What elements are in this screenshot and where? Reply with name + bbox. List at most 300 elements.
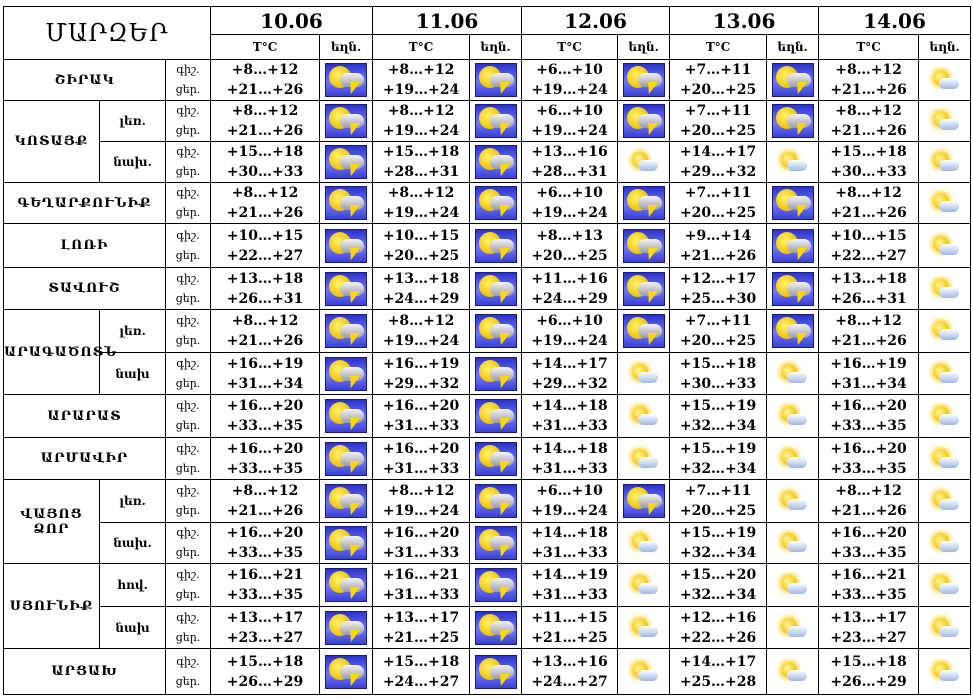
region-name: ԼՈՌԻ: [4, 224, 166, 268]
weather-cell: [767, 564, 819, 607]
weather-cell: [470, 480, 522, 523]
night-temp: +7…+11: [684, 185, 752, 201]
night-temp: +8…+12: [387, 313, 455, 329]
night-temp: +15…+18: [830, 653, 907, 670]
sun-cloud-lightning-icon: [475, 399, 517, 433]
temperature-cell: [373, 60, 470, 101]
day-temp: +19…+24: [382, 503, 460, 519]
night-label: գիշ.: [176, 399, 200, 412]
sub-region-name: նախ.: [100, 523, 166, 564]
temperature-cell: [373, 438, 470, 480]
table-row: [4, 268, 971, 310]
night-temp: +7…+11: [684, 103, 752, 119]
night-temp: +16…+21: [382, 567, 460, 583]
temperature-cell: [522, 564, 618, 607]
temperature-cell: [373, 183, 470, 224]
temperature-cell: [211, 60, 320, 101]
temperature-cell: [522, 395, 618, 438]
day-temp: +21…+26: [226, 503, 304, 519]
sun-cloud-lightning-icon: [475, 484, 517, 518]
temp-column-header: T°C: [211, 35, 320, 60]
night-temp: +16…+20: [830, 440, 907, 457]
night-label: գիշ.: [176, 441, 200, 455]
temperature-cell: [670, 142, 767, 183]
day-temp: +31…+33: [382, 587, 460, 603]
region-name: ԳԵՂԱՐՔՈՒՆԻՔ: [4, 183, 166, 224]
weather-cell: [618, 268, 670, 310]
night-temp: +8…+12: [387, 62, 455, 78]
weather-cell: [767, 310, 819, 353]
night-label: գիշ.: [176, 610, 200, 624]
sun-cloud-lightning-icon: [325, 484, 367, 518]
night-temp: +6…+10: [536, 185, 603, 201]
weather-cell: [320, 353, 373, 395]
weather-cell: [470, 101, 522, 142]
sun-cloud-lightning-icon: [623, 186, 665, 220]
temperature-cell: [819, 268, 919, 310]
table-row: [4, 183, 971, 224]
day-temp: +21…+26: [226, 333, 304, 349]
sun-cloud-icon: [629, 363, 659, 385]
night-temp: +8…+12: [231, 103, 299, 119]
table-row: [4, 101, 971, 142]
weather-cell: [470, 438, 522, 480]
temperature-cell: [373, 480, 470, 523]
table-row: [4, 353, 971, 395]
weather-cell: [767, 101, 819, 142]
sun-cloud-icon: [930, 617, 960, 639]
sun-cloud-lightning-icon: [325, 186, 367, 220]
weather-cell: [767, 649, 819, 695]
temperature-cell: [522, 353, 618, 395]
time-of-day: [166, 395, 211, 438]
sun-cloud-icon: [930, 405, 960, 427]
table-row: [4, 480, 971, 523]
weather-cell: [320, 142, 373, 183]
temperature-cell: [670, 183, 767, 224]
temperature-cell: [670, 353, 767, 395]
temperature-cell: [211, 480, 320, 523]
night-label: գիշ.: [176, 356, 200, 370]
day-temp: +31…+33: [531, 418, 608, 434]
sun-cloud-icon: [930, 110, 960, 132]
time-of-day: [166, 438, 211, 480]
weather-cell: [470, 142, 522, 183]
weather-cell: [919, 564, 971, 607]
temperature-cell: [819, 310, 919, 353]
temperature-cell: [522, 649, 618, 695]
table-row: [4, 60, 971, 101]
table-row: [4, 310, 971, 353]
sun-cloud-lightning-icon: [623, 484, 665, 518]
day-label: ցեր.: [175, 206, 201, 219]
night-temp: +16…+20: [382, 398, 460, 414]
day-temp: +23…+27: [226, 629, 304, 646]
day-temp: +20…+25: [679, 82, 757, 98]
temperature-cell: [211, 310, 320, 353]
sun-cloud-icon: [629, 405, 659, 427]
temperature-cell: [522, 224, 618, 268]
temp-column-header: T°C: [819, 35, 919, 60]
region-name: ԱՐԱԳԱԾՈՏՆ: [4, 310, 100, 395]
sun-cloud-icon: [778, 448, 808, 470]
sun-cloud-lightning-icon: [623, 229, 665, 263]
sun-cloud-lightning-icon: [772, 229, 814, 263]
temperature-cell: [670, 60, 767, 101]
temperature-cell: [522, 607, 618, 649]
sun-cloud-icon: [778, 574, 808, 596]
sun-cloud-icon: [930, 192, 960, 214]
day-temp: +20…+25: [679, 333, 757, 349]
sun-cloud-lightning-icon: [475, 655, 517, 689]
sun-cloud-lightning-icon: [475, 186, 517, 220]
weather-cell: [919, 649, 971, 695]
temperature-cell: [373, 523, 470, 564]
sun-cloud-lightning-icon: [475, 357, 517, 391]
night-temp: +16…+20: [226, 440, 304, 457]
day-temp: +32…+34: [679, 545, 757, 561]
temperature-cell: [211, 101, 320, 142]
weather-cell: [767, 60, 819, 101]
sun-cloud-lightning-icon: [325, 611, 367, 645]
sun-cloud-lightning-icon: [475, 442, 517, 476]
day-temp: +19…+24: [531, 503, 608, 519]
temperature-cell: [819, 480, 919, 523]
weather-cell: [618, 564, 670, 607]
day-temp: +19…+24: [531, 333, 608, 349]
temperature-cell: [373, 395, 470, 438]
sub-region-name: հով.: [100, 564, 166, 607]
table-row: [4, 224, 971, 268]
night-temp: +13…+16: [531, 144, 608, 160]
table-row: [4, 395, 971, 438]
region-name: ՇԻՐԱԿ: [4, 60, 166, 101]
night-label: գիշ.: [176, 63, 200, 76]
sun-cloud-lightning-icon: [325, 442, 367, 476]
day-temp: +24…+27: [531, 673, 608, 690]
temperature-cell: [211, 268, 320, 310]
night-temp: +7…+11: [684, 62, 752, 78]
day-temp: +29…+32: [531, 375, 608, 392]
weather-cell: [767, 523, 819, 564]
time-of-day: [166, 101, 211, 142]
night-temp: +15…+20: [679, 567, 757, 583]
weather-cell: [618, 607, 670, 649]
temperature-cell: [819, 607, 919, 649]
weather-cell: [767, 142, 819, 183]
date-header: 13.06: [670, 7, 819, 35]
sun-cloud-icon: [778, 405, 808, 427]
day-temp: +21…+26: [226, 123, 304, 139]
sun-cloud-icon: [930, 490, 960, 512]
sun-cloud-lightning-icon: [475, 63, 517, 97]
night-temp: +16…+19: [830, 355, 907, 372]
temperature-cell: [819, 564, 919, 607]
day-temp: +33…+35: [830, 418, 907, 434]
day-temp: +33…+35: [226, 460, 304, 477]
sun-cloud-icon: [778, 661, 808, 683]
weather-cell: [470, 60, 522, 101]
sun-cloud-lightning-icon: [475, 145, 517, 179]
day-temp: +21…+26: [830, 82, 907, 98]
night-temp: +15…+19: [679, 398, 757, 414]
weather-cell: [618, 395, 670, 438]
weather-cell: [470, 183, 522, 224]
day-temp: +31…+33: [531, 545, 608, 561]
day-label: ցեր.: [175, 588, 201, 601]
day-temp: +19…+24: [382, 82, 460, 98]
day-temp: +20…+25: [531, 247, 608, 264]
day-label: ցեր.: [175, 674, 201, 688]
weather-cell: [320, 310, 373, 353]
day-temp: +21…+26: [830, 123, 907, 139]
weather-column-header: եղն.: [470, 35, 522, 60]
day-temp: +31…+33: [382, 460, 460, 477]
weather-cell: [919, 480, 971, 523]
weather-cell: [618, 101, 670, 142]
temp-column-header: T°C: [373, 35, 470, 60]
night-temp: +16…+20: [830, 398, 907, 414]
day-temp: +33…+35: [226, 545, 304, 561]
temperature-cell: [670, 224, 767, 268]
temperature-cell: [211, 649, 320, 695]
weather-cell: [618, 353, 670, 395]
sub-region-name: նախ: [100, 607, 166, 649]
night-temp: +8…+12: [231, 185, 299, 201]
night-temp: +16…+21: [226, 567, 304, 583]
sun-cloud-lightning-icon: [475, 229, 517, 263]
time-of-day: [166, 649, 211, 695]
day-label: ցեր.: [175, 419, 201, 432]
weather-column-header: եղն.: [618, 35, 670, 60]
day-temp: +31…+34: [830, 375, 907, 392]
sub-region-name: լեռ.: [100, 480, 166, 523]
day-label: ցեր.: [175, 546, 201, 559]
sun-cloud-icon: [930, 320, 960, 342]
weather-cell: [320, 60, 373, 101]
weather-cell: [320, 395, 373, 438]
night-label: գիշ.: [176, 484, 200, 497]
weather-column-header: եղն.: [767, 35, 819, 60]
temperature-cell: [211, 523, 320, 564]
temperature-cell: [819, 523, 919, 564]
weather-cell: [919, 268, 971, 310]
day-temp: +20…+25: [382, 247, 460, 264]
temperature-cell: [819, 438, 919, 480]
temperature-cell: [373, 224, 470, 268]
temperature-cell: [522, 268, 618, 310]
weather-cell: [618, 649, 670, 695]
day-temp: +21…+26: [226, 205, 304, 221]
weather-cell: [320, 480, 373, 523]
day-label: ցեր.: [175, 165, 201, 178]
sun-cloud-lightning-icon: [772, 272, 814, 306]
night-label: գիշ.: [176, 314, 200, 327]
temp-column-header: T°C: [522, 35, 618, 60]
weather-cell: [320, 523, 373, 564]
night-temp: +8…+12: [387, 483, 455, 499]
sun-cloud-icon: [930, 448, 960, 470]
weather-cell: [919, 438, 971, 480]
weather-cell: [767, 395, 819, 438]
night-label: գիշ.: [176, 271, 200, 285]
sun-cloud-lightning-icon: [475, 104, 517, 138]
sun-cloud-icon: [930, 151, 960, 173]
day-temp: +25…+30: [679, 290, 757, 307]
night-temp: +13…+16: [531, 653, 608, 670]
time-of-day: [166, 183, 211, 224]
sun-cloud-lightning-icon: [623, 104, 665, 138]
day-temp: +26…+31: [226, 290, 304, 307]
weather-cell: [618, 142, 670, 183]
day-label: ցեր.: [175, 376, 201, 390]
sun-cloud-icon: [629, 661, 659, 683]
day-temp: +22…+26: [679, 629, 757, 646]
night-temp: +14…+18: [531, 525, 608, 541]
weather-column-header: եղն.: [919, 35, 971, 60]
sun-cloud-icon: [930, 69, 960, 91]
temperature-cell: [211, 438, 320, 480]
night-temp: +14…+18: [531, 440, 608, 457]
night-temp: +16…+19: [382, 355, 460, 372]
night-temp: +7…+11: [684, 483, 752, 499]
night-label: գիշ.: [176, 186, 200, 199]
night-temp: +14…+17: [679, 653, 757, 670]
sun-cloud-icon: [778, 363, 808, 385]
night-temp: +11…+15: [531, 609, 608, 626]
sun-cloud-lightning-icon: [325, 272, 367, 306]
sun-cloud-icon: [930, 574, 960, 596]
day-temp: +19…+24: [382, 205, 460, 221]
night-temp: +15…+19: [679, 440, 757, 457]
night-temp: +6…+10: [536, 483, 603, 499]
day-temp: +19…+24: [531, 205, 608, 221]
sun-cloud-icon: [930, 278, 960, 300]
temperature-cell: [819, 353, 919, 395]
temp-column-header: T°C: [670, 35, 767, 60]
sun-cloud-lightning-icon: [772, 63, 814, 97]
day-temp: +21…+26: [830, 205, 907, 221]
day-temp: +19…+24: [531, 123, 608, 139]
night-temp: +6…+10: [536, 62, 603, 78]
night-temp: +8…+12: [387, 103, 455, 119]
temperature-cell: [373, 649, 470, 695]
weather-cell: [320, 607, 373, 649]
weather-cell: [919, 395, 971, 438]
sun-cloud-icon: [930, 235, 960, 257]
day-temp: +23…+27: [830, 629, 907, 646]
temperature-cell: [373, 142, 470, 183]
time-of-day: [166, 310, 211, 353]
weather-cell: [320, 224, 373, 268]
region-name: ՏԱՎՈՒՇ: [4, 268, 166, 310]
day-temp: +26…+31: [830, 290, 907, 307]
sun-cloud-icon: [778, 151, 808, 173]
table-row: [4, 649, 971, 695]
day-temp: +32…+34: [679, 418, 757, 434]
night-temp: +6…+10: [536, 103, 603, 119]
weather-cell: [320, 183, 373, 224]
time-of-day: [166, 607, 211, 649]
day-temp: +21…+26: [679, 247, 757, 264]
sub-region-name: լեռ.: [100, 310, 166, 353]
time-of-day: [166, 224, 211, 268]
table-row: [4, 607, 971, 649]
night-temp: +8…+12: [835, 185, 902, 201]
sun-cloud-lightning-icon: [772, 186, 814, 220]
temperature-cell: [670, 395, 767, 438]
sub-region-name: նախ.: [100, 142, 166, 183]
sun-cloud-icon: [930, 532, 960, 554]
day-temp: +30…+33: [830, 164, 907, 180]
weather-cell: [618, 310, 670, 353]
weather-cell: [767, 268, 819, 310]
temperature-cell: [211, 142, 320, 183]
temperature-cell: [670, 564, 767, 607]
sub-region-name: լեռ.: [100, 101, 166, 142]
night-label: գիշ.: [176, 568, 200, 581]
night-temp: +15…+18: [226, 144, 304, 160]
sun-cloud-lightning-icon: [772, 314, 814, 348]
day-temp: +31…+33: [382, 418, 460, 434]
day-temp: +24…+27: [382, 673, 460, 690]
sun-cloud-lightning-icon: [475, 568, 517, 602]
sun-cloud-lightning-icon: [325, 63, 367, 97]
day-temp: +26…+29: [226, 673, 304, 690]
weather-cell: [470, 268, 522, 310]
day-temp: +31…+33: [531, 460, 608, 477]
temperature-cell: [670, 268, 767, 310]
night-temp: +8…+12: [231, 483, 299, 499]
region-name: ԿՈՏԱՅՔ: [4, 101, 100, 183]
sun-cloud-lightning-icon: [475, 526, 517, 560]
sun-cloud-lightning-icon: [475, 611, 517, 645]
sun-cloud-icon: [629, 448, 659, 470]
time-of-day: [166, 60, 211, 101]
temperature-cell: [522, 142, 618, 183]
weather-cell: [470, 564, 522, 607]
day-temp: +33…+35: [830, 587, 907, 603]
forecast-table: [3, 6, 971, 695]
weather-cell: [618, 438, 670, 480]
night-temp: +8…+12: [835, 103, 902, 119]
weather-cell: [470, 649, 522, 695]
sun-cloud-lightning-icon: [325, 526, 367, 560]
day-temp: +30…+33: [226, 164, 304, 180]
day-label: ցեր.: [175, 630, 201, 644]
weather-cell: [919, 60, 971, 101]
time-of-day: [166, 353, 211, 395]
sun-cloud-icon: [930, 661, 960, 683]
night-temp: +16…+21: [830, 567, 907, 583]
temperature-cell: [211, 395, 320, 438]
weather-cell: [618, 224, 670, 268]
day-temp: +31…+33: [382, 545, 460, 561]
day-temp: +31…+34: [226, 375, 304, 392]
temperature-cell: [670, 438, 767, 480]
night-temp: +16…+20: [382, 440, 460, 457]
night-temp: +15…+18: [679, 355, 757, 372]
sun-cloud-lightning-icon: [325, 104, 367, 138]
temperature-cell: [819, 101, 919, 142]
weather-cell: [919, 353, 971, 395]
temperature-cell: [670, 310, 767, 353]
day-temp: +28…+31: [531, 164, 608, 180]
day-temp: +29…+32: [679, 164, 757, 180]
temperature-cell: [373, 607, 470, 649]
date-header: 11.06: [373, 7, 522, 35]
night-temp: +12…+17: [679, 270, 757, 287]
